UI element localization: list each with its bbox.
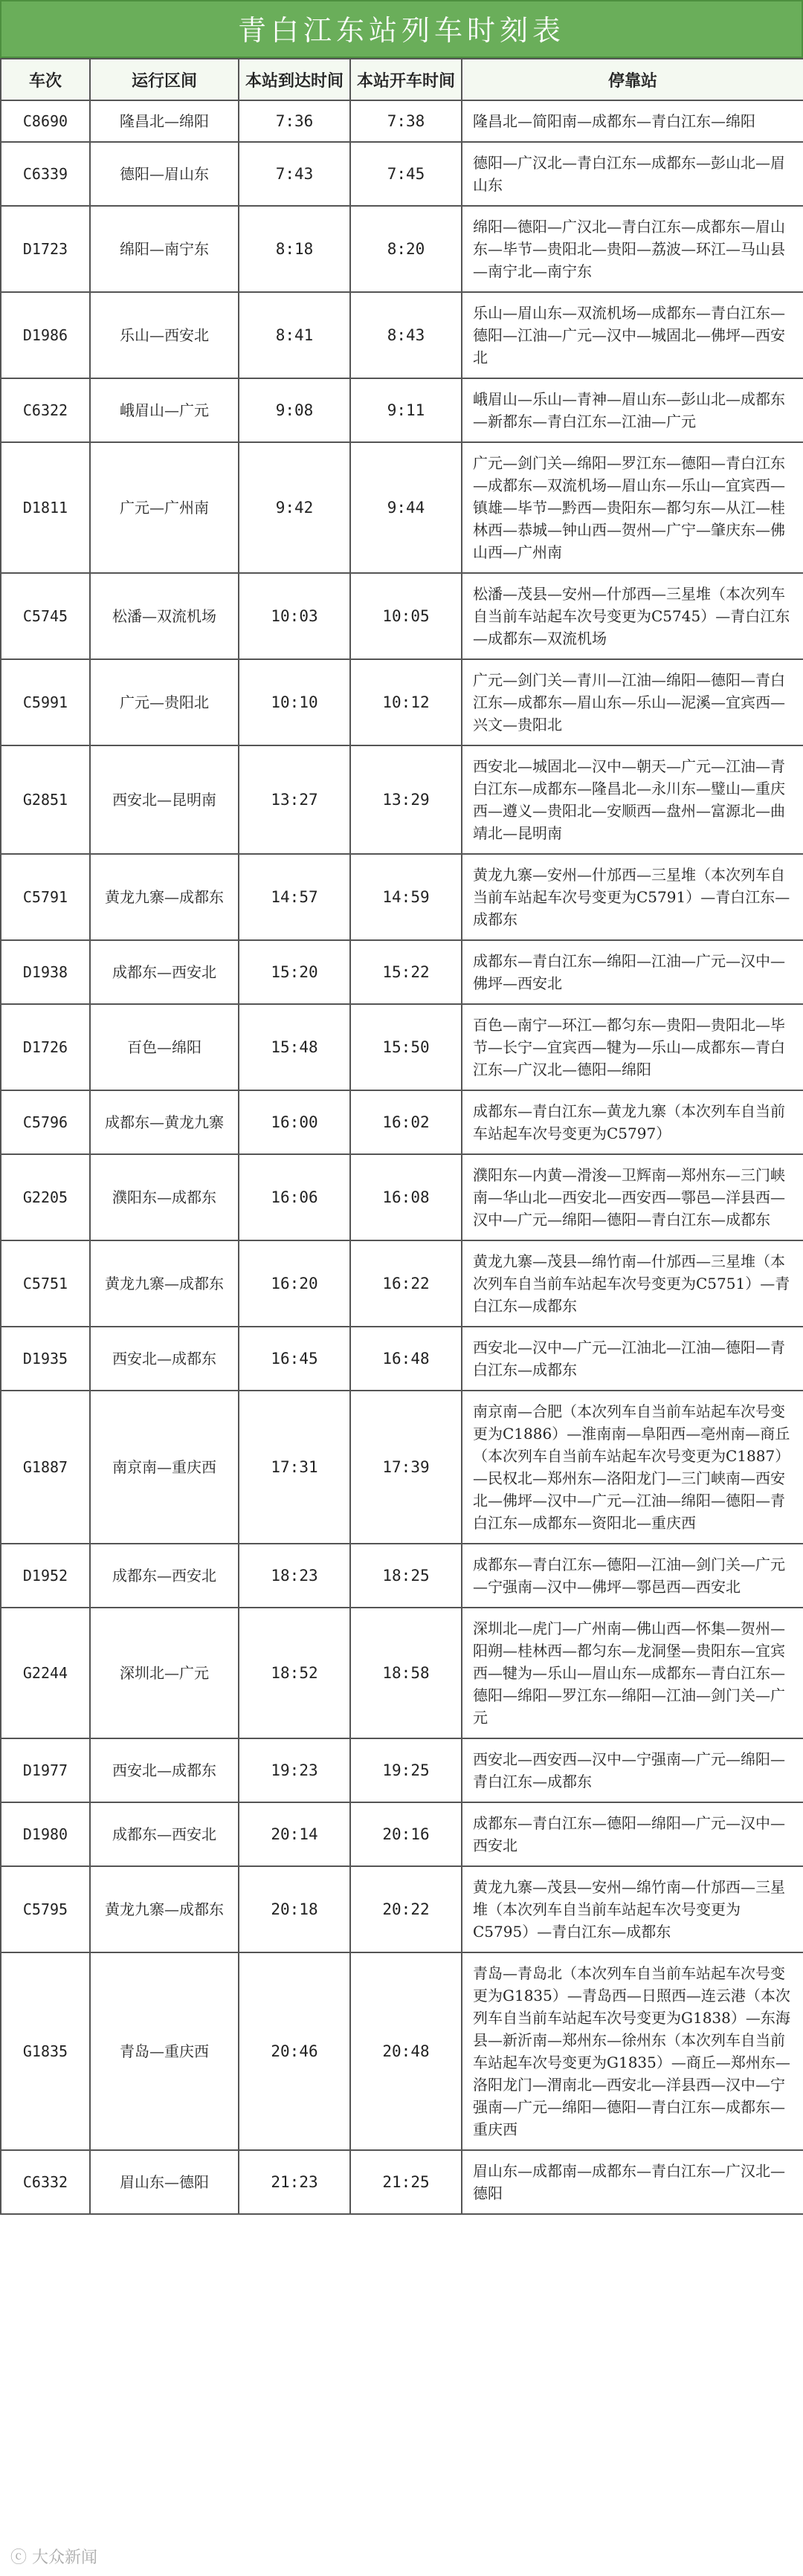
header-depart: 本站开车时间	[350, 59, 462, 100]
departure-time-cell: 16:02	[350, 1090, 462, 1154]
header-stops: 停靠站	[462, 59, 803, 100]
stops-cell: 南京南—合肥（本次列车自当前车站起车次号变更为C1886）—淮南南—阜阳西—亳州南—商丘（本次列车自当前车站起车次号变更为C1887）—民权北—郑州东—洛阳龙门—三门峡南—西安北—佛坪—汉中—广元—江油—绵阳—德阳—青白江东—成都东—资阳北—重庆西	[462, 1391, 803, 1544]
route-cell: 黄龙九寨—成都东	[90, 1240, 239, 1327]
table-row	[1, 142, 803, 206]
stops-cell: 绵阳—德阳—广汉北—青白江东—成都东—眉山东—毕节—贵阳北—贵阳—荔波—环江—马山县—南宁北—南宁东	[462, 206, 803, 292]
train-number-cell: D1977	[1, 1738, 90, 1802]
table-row	[1, 745, 803, 854]
departure-time-cell: 21:25	[350, 2150, 462, 2214]
departure-time-cell: 7:45	[350, 142, 462, 206]
table-row	[1, 940, 803, 1004]
route-cell: 南京南—重庆西	[90, 1391, 239, 1544]
arrival-time-cell: 16:00	[239, 1090, 350, 1154]
table-row	[1, 292, 803, 378]
train-number-cell: D1726	[1, 1004, 90, 1090]
train-number-cell: G1887	[1, 1391, 90, 1544]
stops-cell: 成都东—青白江东—德阳—江油—剑门关—广元—宁强南—汉中—佛坪—鄠邑西—西安北	[462, 1544, 803, 1608]
table-row	[1, 1004, 803, 1090]
departure-time-cell: 17:39	[350, 1391, 462, 1544]
departure-time-cell: 16:22	[350, 1240, 462, 1327]
arrival-time-cell: 10:10	[239, 659, 350, 745]
table-row	[1, 1738, 803, 1802]
arrival-time-cell: 9:42	[239, 442, 350, 573]
stops-cell: 青岛—青岛北（本次列车自当前车站起车次号变更为G1835）—青岛西—日照西—连云港（本次列车自当前车站起车次号变更为G1838）—东海县—新沂南—郑州东—徐州东（本次列车自当前车站起车次号变更为G1835）—商丘—郑州东—洛阳龙门—渭南北—西安北—洋县西—汉中—宁强南—广元—绵阳—德阳—青白江东—成都东—重庆西	[462, 1952, 803, 2150]
stops-cell: 黄龙九寨—茂县—绵竹南—什邡西—三星堆（本次列车自当前车站起车次号变更为C5751）—青白江东—成都东	[462, 1240, 803, 1327]
departure-time-cell: 15:22	[350, 940, 462, 1004]
departure-time-cell: 8:43	[350, 292, 462, 378]
train-number-cell: G2205	[1, 1154, 90, 1240]
table-row	[1, 1608, 803, 1738]
route-cell: 黄龙九寨—成都东	[90, 1866, 239, 1952]
train-number-cell: G1835	[1, 1952, 90, 2150]
train-number-cell: C6322	[1, 378, 90, 442]
arrival-time-cell: 21:23	[239, 2150, 350, 2214]
stops-cell: 隆昌北—简阳南—成都东—青白江东—绵阳	[462, 100, 803, 142]
arrival-time-cell: 20:18	[239, 1866, 350, 1952]
departure-time-cell: 20:16	[350, 1802, 462, 1866]
arrival-time-cell: 16:06	[239, 1154, 350, 1240]
stops-cell: 松潘—茂县—安州—什邡西—三星堆（本次列车自当前车站起车次号变更为C5745）—青白江东—成都东—双流机场	[462, 573, 803, 659]
route-cell: 广元—贵阳北	[90, 659, 239, 745]
stops-cell: 濮阳东—内黄—滑浚—卫辉南—郑州东—三门峡南—华山北—西安北—西安西—鄠邑—洋县西—汉中—广元—绵阳—德阳—青白江东—成都东	[462, 1154, 803, 1240]
route-cell: 峨眉山—广元	[90, 378, 239, 442]
table-row	[1, 1240, 803, 1327]
stops-cell: 西安北—汉中—广元—江油北—江油—德阳—青白江东—成都东	[462, 1327, 803, 1391]
arrival-time-cell: 17:31	[239, 1391, 350, 1544]
stops-cell: 西安北—西安西—汉中—宁强南—广元—绵阳—青白江东—成都东	[462, 1738, 803, 1802]
stops-cell: 黄龙九寨—茂县—安州—绵竹南—什邡西—三星堆（本次列车自当前车站起车次号变更为C5795）—青白江东—成都东	[462, 1866, 803, 1952]
stops-cell: 峨眉山—乐山—青神—眉山东—彭山北—成都东—新都东—青白江东—江油—广元	[462, 378, 803, 442]
train-number-cell: D1935	[1, 1327, 90, 1391]
table-row	[1, 1391, 803, 1544]
train-number-cell: D1980	[1, 1802, 90, 1866]
train-number-cell: D1952	[1, 1544, 90, 1608]
route-cell: 成都东—西安北	[90, 940, 239, 1004]
train-number-cell: C5796	[1, 1090, 90, 1154]
departure-time-cell: 14:59	[350, 854, 462, 940]
arrival-time-cell: 14:57	[239, 854, 350, 940]
arrival-time-cell: 15:48	[239, 1004, 350, 1090]
departure-time-cell: 15:50	[350, 1004, 462, 1090]
route-cell: 眉山东—德阳	[90, 2150, 239, 2214]
route-cell: 青岛—重庆西	[90, 1952, 239, 2150]
route-cell: 广元—广州南	[90, 442, 239, 573]
stops-cell: 德阳—广汉北—青白江东—成都东—彭山北—眉山东	[462, 142, 803, 206]
train-number-cell: C8690	[1, 100, 90, 142]
stops-cell: 广元—剑门关—绵阳—罗江东—德阳—青白江东—成都东—双流机场—眉山东—乐山—宜宾西—镇雄—毕节—黔西—贵阳东—都匀东—从江—桂林西—恭城—钟山西—贺州—广宁—肇庆东—佛山西—广州南	[462, 442, 803, 573]
arrival-time-cell: 7:43	[239, 142, 350, 206]
train-number-cell: C6339	[1, 142, 90, 206]
table-row	[1, 378, 803, 442]
arrival-time-cell: 20:46	[239, 1952, 350, 2150]
departure-time-cell: 20:48	[350, 1952, 462, 2150]
arrival-time-cell: 16:20	[239, 1240, 350, 1327]
departure-time-cell: 7:38	[350, 100, 462, 142]
train-number-cell: C5751	[1, 1240, 90, 1327]
arrival-time-cell: 13:27	[239, 745, 350, 854]
route-cell: 西安北—成都东	[90, 1738, 239, 1802]
train-number-cell: C6332	[1, 2150, 90, 2214]
table-row	[1, 206, 803, 292]
route-cell: 深圳北—广元	[90, 1608, 239, 1738]
arrival-time-cell: 19:23	[239, 1738, 350, 1802]
train-number-cell: C5745	[1, 573, 90, 659]
departure-time-cell: 16:48	[350, 1327, 462, 1391]
header-train: 车次	[1, 59, 90, 100]
stops-cell: 广元—剑门关—青川—江油—绵阳—德阳—青白江东—成都东—眉山东—乐山—泥溪—宜宾西—兴文—贵阳北	[462, 659, 803, 745]
arrival-time-cell: 8:41	[239, 292, 350, 378]
departure-time-cell: 8:20	[350, 206, 462, 292]
departure-time-cell: 20:22	[350, 1866, 462, 1952]
stops-cell: 眉山东—成都南—成都东—青白江东—广汉北—德阳	[462, 2150, 803, 2214]
stops-cell: 成都东—青白江东—黄龙九寨（本次列车自当前车站起车次号变更为C5797）	[462, 1090, 803, 1154]
table-row	[1, 1544, 803, 1608]
table-row	[1, 659, 803, 745]
table-row	[1, 100, 803, 142]
route-cell: 松潘—双流机场	[90, 573, 239, 659]
arrival-time-cell: 15:20	[239, 940, 350, 1004]
route-cell: 乐山—西安北	[90, 292, 239, 378]
table-row	[1, 2150, 803, 2214]
stops-cell: 西安北—城固北—汉中—朝天—广元—江油—青白江东—成都东—隆昌北—永川东—璧山—重庆西—遵义—贵阳北—安顺西—盘州—富源北—曲靖北—昆明南	[462, 745, 803, 854]
stops-cell: 黄龙九寨—安州—什邡西—三星堆（本次列车自当前车站起车次号变更为C5791）—青白江东—成都东	[462, 854, 803, 940]
departure-time-cell: 19:25	[350, 1738, 462, 1802]
departure-time-cell: 10:12	[350, 659, 462, 745]
table-row	[1, 1154, 803, 1240]
arrival-time-cell: 9:08	[239, 378, 350, 442]
arrival-time-cell: 16:45	[239, 1327, 350, 1391]
train-number-cell: D1723	[1, 206, 90, 292]
route-cell: 西安北—成都东	[90, 1327, 239, 1391]
table-row	[1, 1090, 803, 1154]
watermark: ⓒ 大众新闻	[10, 2549, 97, 2567]
table-header-row	[1, 59, 803, 100]
table-row	[1, 1866, 803, 1952]
departure-time-cell: 9:44	[350, 442, 462, 573]
route-cell: 德阳—眉山东	[90, 142, 239, 206]
departure-time-cell: 10:05	[350, 573, 462, 659]
route-cell: 百色—绵阳	[90, 1004, 239, 1090]
table-row	[1, 1802, 803, 1866]
arrival-time-cell: 20:14	[239, 1802, 350, 1866]
header-route: 运行区间	[90, 59, 239, 100]
timetable	[0, 58, 803, 2215]
stops-cell: 成都东—青白江东—绵阳—江油—广元—汉中—佛坪—西安北	[462, 940, 803, 1004]
stops-cell: 深圳北—虎门—广州南—佛山西—怀集—贺州—阳朔—桂林西—都匀东—龙洞堡—贵阳东—宜宾西—犍为—乐山—眉山东—成都东—青白江东—德阳—绵阳—罗江东—绵阳—江油—剑门关—广元	[462, 1608, 803, 1738]
arrival-time-cell: 8:18	[239, 206, 350, 292]
departure-time-cell: 16:08	[350, 1154, 462, 1240]
table-row	[1, 1327, 803, 1391]
route-cell: 西安北—昆明南	[90, 745, 239, 854]
route-cell: 隆昌北—绵阳	[90, 100, 239, 142]
table-row	[1, 573, 803, 659]
header-arrive: 本站到达时间	[239, 59, 350, 100]
train-number-cell: G2851	[1, 745, 90, 854]
train-number-cell: D1986	[1, 292, 90, 378]
arrival-time-cell: 7:36	[239, 100, 350, 142]
route-cell: 濮阳东—成都东	[90, 1154, 239, 1240]
departure-time-cell: 18:58	[350, 1608, 462, 1738]
stops-cell: 乐山—眉山东—双流机场—成都东—青白江东—德阳—江油—广元—汉中—城固北—佛坪—西安北	[462, 292, 803, 378]
table-row	[1, 1952, 803, 2150]
departure-time-cell: 13:29	[350, 745, 462, 854]
route-cell: 成都东—西安北	[90, 1544, 239, 1608]
train-number-cell: C5795	[1, 1866, 90, 1952]
train-number-cell: D1938	[1, 940, 90, 1004]
stops-cell: 百色—南宁—环江—都匀东—贵阳—贵阳北—毕节—长宁—宜宾西—犍为—乐山—成都东—青白江东—广汉北—德阳—绵阳	[462, 1004, 803, 1090]
route-cell: 绵阳—南宁东	[90, 206, 239, 292]
route-cell: 成都东—黄龙九寨	[90, 1090, 239, 1154]
departure-time-cell: 18:25	[350, 1544, 462, 1608]
table-row	[1, 854, 803, 940]
arrival-time-cell: 18:52	[239, 1608, 350, 1738]
departure-time-cell: 9:11	[350, 378, 462, 442]
arrival-time-cell: 18:23	[239, 1544, 350, 1608]
train-number-cell: C5791	[1, 854, 90, 940]
page-title: 青白江东站列车时刻表	[0, 0, 803, 58]
stops-cell: 成都东—青白江东—德阳—绵阳—广元—汉中—西安北	[462, 1802, 803, 1866]
train-number-cell: G2244	[1, 1608, 90, 1738]
route-cell: 成都东—西安北	[90, 1802, 239, 1866]
train-number-cell: D1811	[1, 442, 90, 573]
route-cell: 黄龙九寨—成都东	[90, 854, 239, 940]
train-number-cell: C5991	[1, 659, 90, 745]
arrival-time-cell: 10:03	[239, 573, 350, 659]
table-row	[1, 442, 803, 573]
